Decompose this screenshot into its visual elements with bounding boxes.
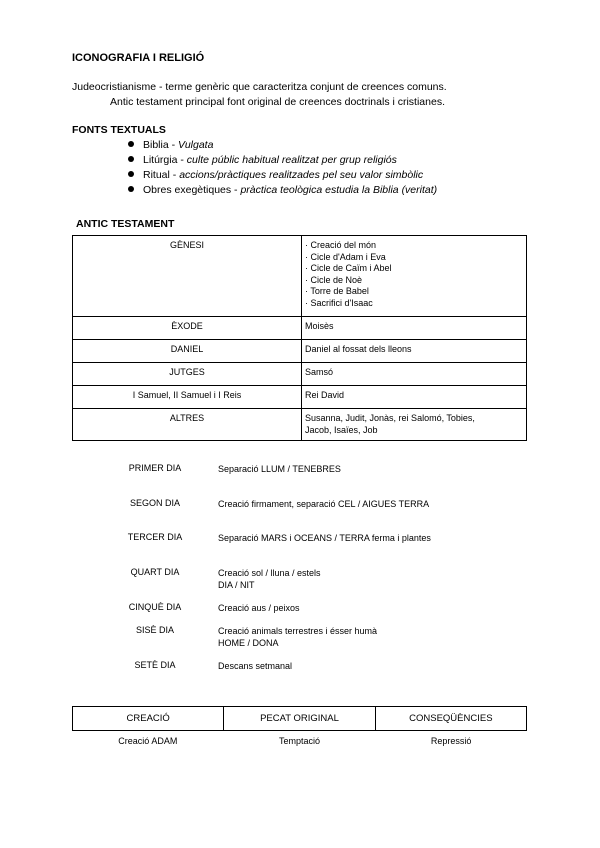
day-name: PRIMER DIA xyxy=(128,463,182,473)
column-header-pecat-original: PECAT ORIGINAL xyxy=(224,707,375,731)
day-name: TERCER DIA xyxy=(127,532,183,542)
bullet-icon xyxy=(128,171,134,177)
value-pecat-original: Temptació xyxy=(278,736,320,746)
value-creacio: Creació ADAM xyxy=(118,736,178,746)
list-item: Obres exegètiques - pràctica teològica estudia la Biblia (veritat) xyxy=(128,183,437,198)
list-item: Ritual - accions/pràctiques realitzades pel seu valor simbòlic xyxy=(128,168,437,183)
book-cell: DANIEL xyxy=(73,340,302,363)
episode-cell: Susanna, Judit, Jonàs, rei Salomó, Tobies, Jacob, Isaïes, Job xyxy=(302,409,527,441)
book-cell: JUTGES xyxy=(73,363,302,386)
intro-line-1: Judeocristianisme - terme genèric que caracteritza conjunt de creences comuns. xyxy=(72,81,447,93)
page-title: ICONOGRAFIA I RELIGIÓ xyxy=(72,52,205,64)
episode-cell: Samsó xyxy=(302,363,527,386)
day-description: Creació aus / peixos xyxy=(218,603,300,613)
book-cell: I Samuel, II Samuel i I Reis xyxy=(73,386,302,409)
pecat-original-table xyxy=(72,706,527,731)
column-header-consequencies: CONSEQÜÈNCIES xyxy=(375,707,526,731)
table-row xyxy=(73,236,527,317)
list-item: Biblia - Vulgata xyxy=(128,138,437,153)
fonts-textuals-list xyxy=(128,138,437,198)
day-name: SETÈ DIA xyxy=(134,660,176,670)
intro-line-2: Antic testament principal font original de creences doctrinals i cristianes. xyxy=(110,96,445,108)
table-row xyxy=(73,340,527,363)
day-description: Descans setmanal xyxy=(218,661,293,671)
episode-cell: Moisès xyxy=(302,317,527,340)
table-row xyxy=(73,363,527,386)
antic-testament-heading: ANTIC TESTAMENT xyxy=(76,218,175,230)
day-name: SISÈ DIA xyxy=(135,625,174,635)
day-description: Separació LLUM / TENEBRES xyxy=(218,464,341,474)
day-name: CINQUÈ DIA xyxy=(128,602,182,612)
day-name: QUART DIA xyxy=(130,567,180,577)
bullet-icon xyxy=(128,156,134,162)
book-cell: ALTRES xyxy=(73,409,302,441)
day-description: Creació firmament, separació CEL / AIGUES TERRA xyxy=(218,499,430,509)
fonts-textuals-heading: FONTS TEXTUALS xyxy=(72,124,166,136)
table-row xyxy=(73,317,527,340)
antic-testament-table xyxy=(72,235,527,441)
day-description: Creació sol / lluna / estels DIA / NIT xyxy=(218,568,321,590)
book-cell: GÈNESI xyxy=(73,236,302,317)
table-row xyxy=(73,707,527,731)
episode-cell: Daniel al fossat dels lleons xyxy=(302,340,527,363)
book-cell: ÈXODE xyxy=(73,317,302,340)
pecat-values-row xyxy=(72,736,527,746)
day-description: Separació MARS i OCEANS / TERRA ferma i plantes xyxy=(218,533,431,543)
column-header-creacio: CREACIÓ xyxy=(73,707,224,731)
episode-cell: · Creació del món · Cicle d'Adam i Eva · Cicle de Caïm i Abel · Cicle de Noè · Torre de Babel · Sacrifici d'Isaac xyxy=(302,236,527,317)
day-name: SEGON DIA xyxy=(129,498,180,508)
episode-cell: Rei David xyxy=(302,386,527,409)
list-item: Litúrgia - culte públic habitual realitzat per grup religiós xyxy=(128,153,437,168)
table-row xyxy=(73,386,527,409)
bullet-icon xyxy=(128,186,134,192)
day-description: Creació animals terrestres i ésser humà HOME / DONA xyxy=(218,626,378,648)
value-consequencies: Repressió xyxy=(430,736,472,746)
bullet-icon xyxy=(128,141,134,147)
table-row xyxy=(73,409,527,441)
